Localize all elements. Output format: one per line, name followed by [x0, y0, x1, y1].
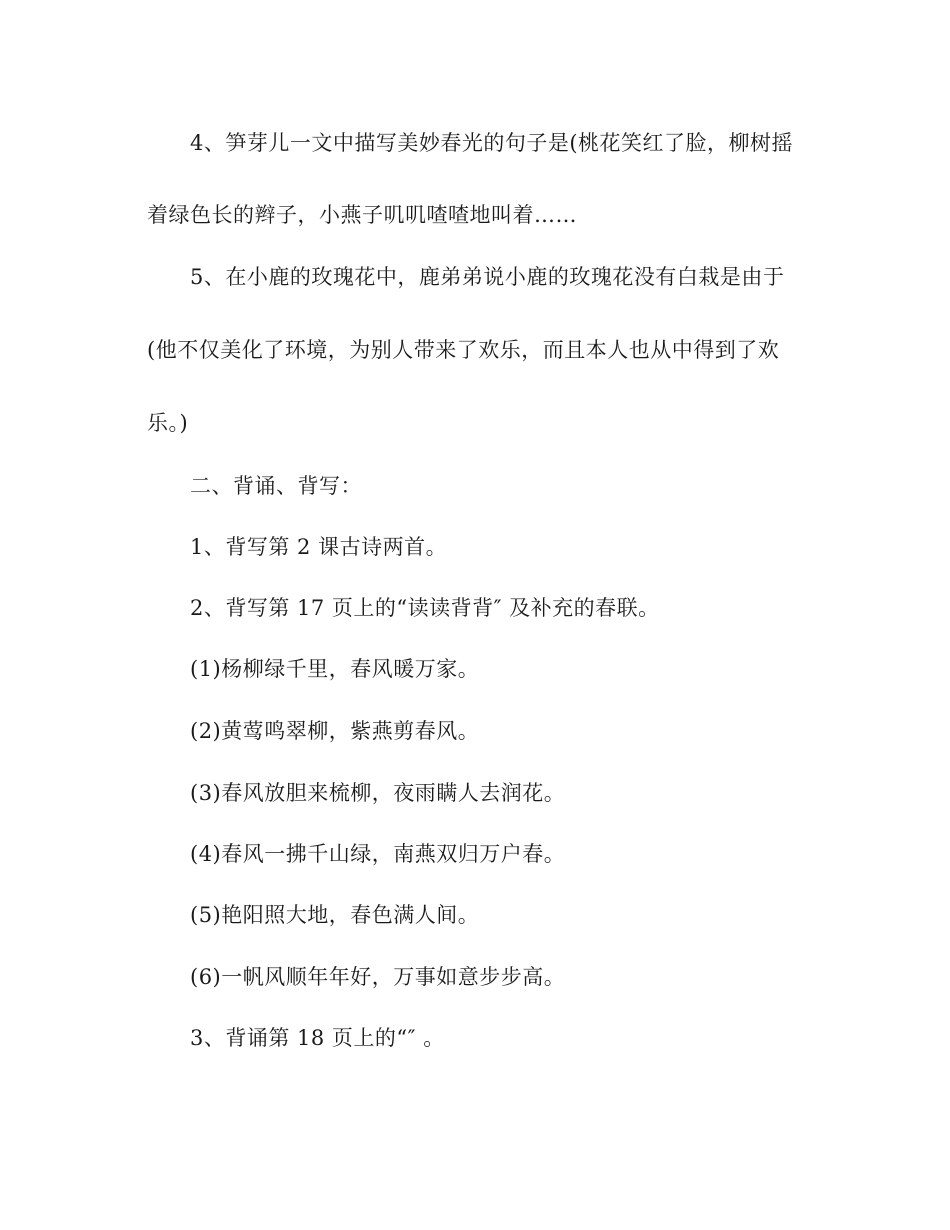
couplet-1: (1)杨柳绿千里，春风暖万家。 [190, 657, 480, 681]
paragraph-item-5-line-2: (他不仅美化了环境，为别人带来了欢乐，而且本人也从中得到了欢 [147, 338, 780, 362]
list-item-2: 2、背写第 17 页上的“读读背背″ 及补充的春联。 [190, 596, 660, 620]
section-heading-recite: 二、背诵、背写： [190, 474, 362, 498]
couplet-3: (3)春风放胆来梳柳，夜雨瞒人去润花。 [190, 781, 566, 805]
couplet-6: (6)一帆风顺年年好，万事如意步步高。 [190, 965, 566, 989]
paragraph-item-5-line-1: 5、在小鹿的玫瑰花中，鹿弟弟说小鹿的玫瑰花没有白栽是由于 [190, 265, 785, 289]
paragraph-item-4-line-2: 着绿色长的辫子，小燕子叽叽喳喳地叫着…… [147, 203, 577, 227]
paragraph-item-4-line-1: 4、笋芽儿一文中描写美妙春光的句子是(桃花笑红了脸，柳树摇 [190, 131, 794, 155]
couplet-5: (5)艳阳照大地，春色满人间。 [190, 903, 480, 927]
paragraph-item-5-line-3: 乐。) [147, 411, 189, 435]
list-item-1: 1、背写第 2 课古诗两首。 [190, 535, 448, 559]
couplet-4: (4)春风一拂千山绿，南燕双归万户春。 [190, 842, 566, 866]
list-item-3: 3、背诵第 18 页上的“″ 。 [190, 1026, 445, 1050]
couplet-2: (2)黄莺鸣翠柳，紫燕剪春风。 [190, 719, 480, 743]
